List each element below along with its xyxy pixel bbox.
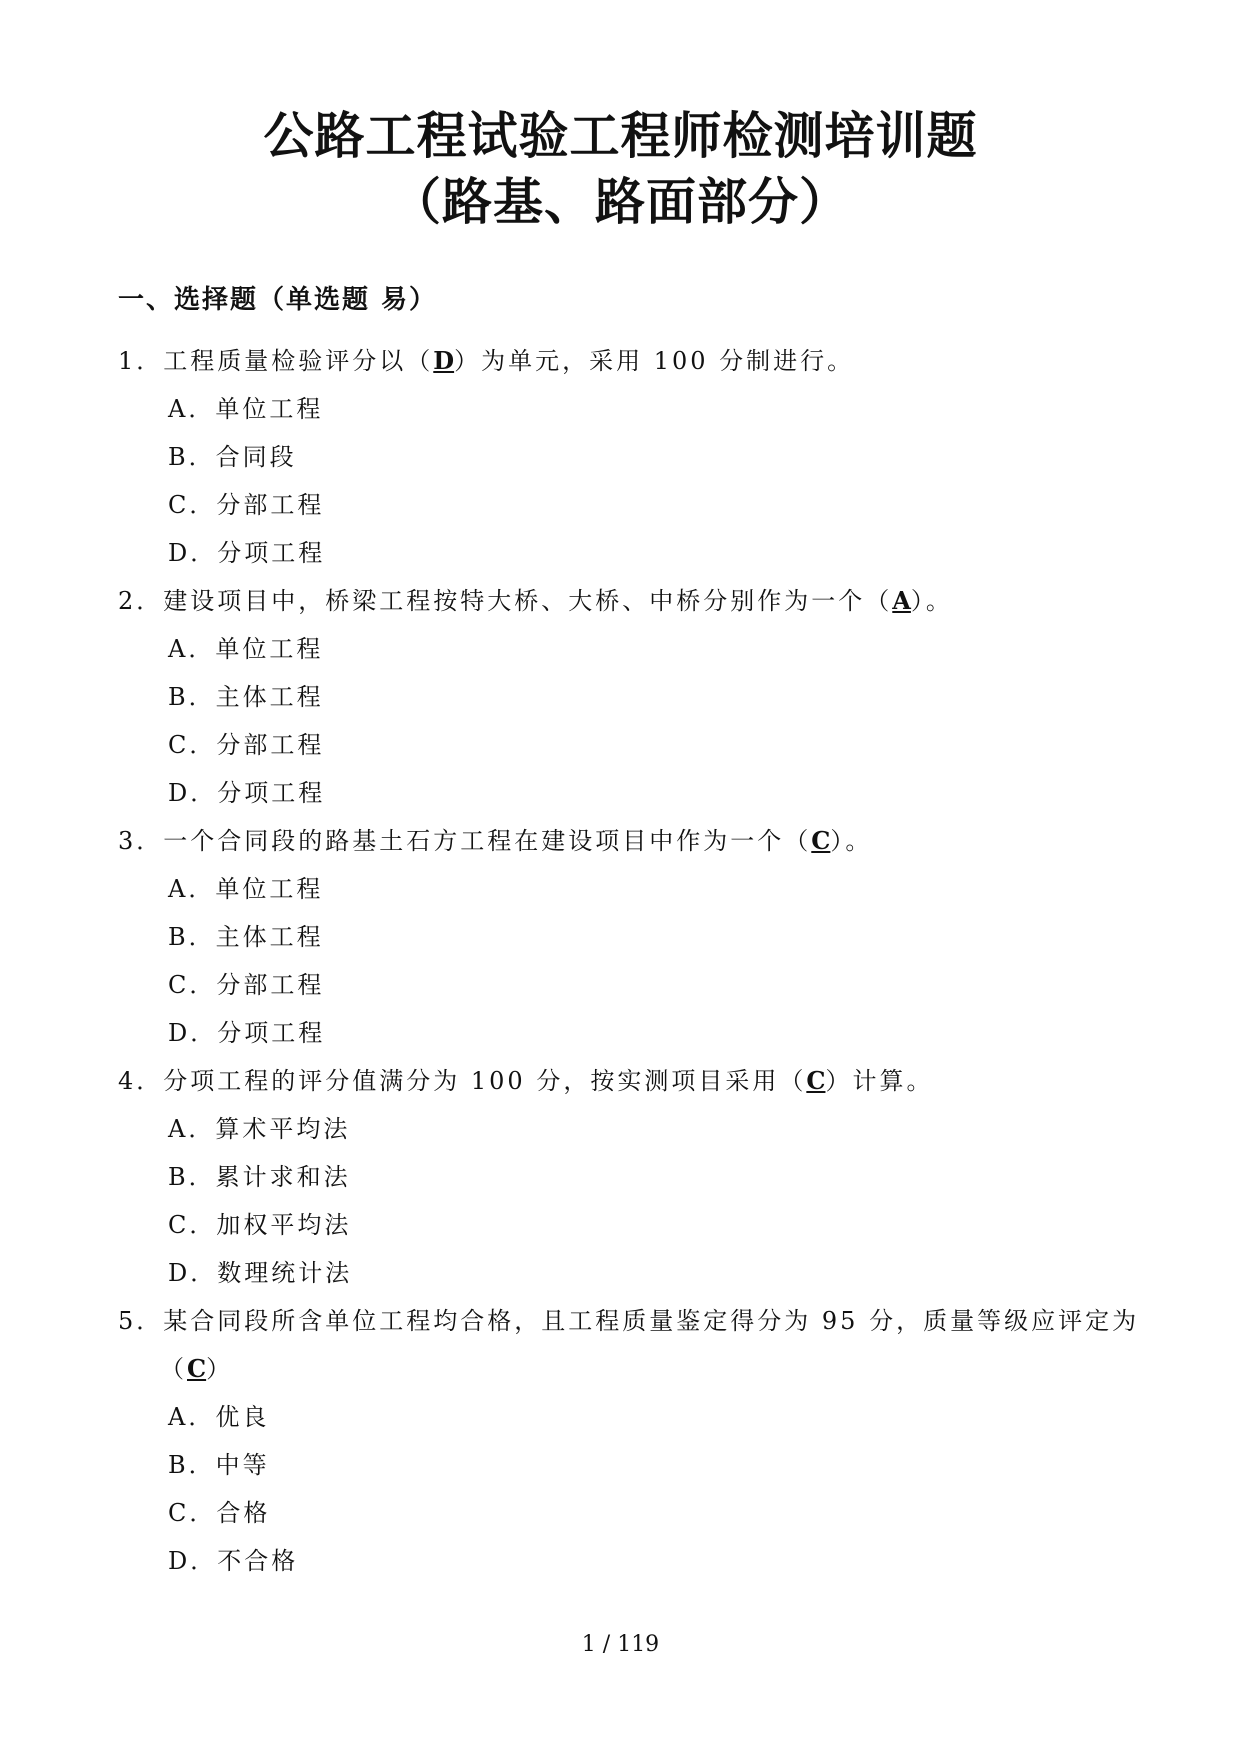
option-a: A．单位工程 [168, 875, 324, 903]
question-1 [118, 344, 854, 378]
question-text: （ [160, 1355, 187, 1383]
question-text: 4．分项工程的评分值满分为 100 分，按实测项目采用（ [118, 1067, 807, 1095]
option-d: D．分项工程 [168, 539, 326, 567]
question-3 [118, 824, 872, 858]
option-c: C．分部工程 [168, 731, 325, 759]
option-d: D．分项工程 [168, 1019, 326, 1047]
option-b: B．主体工程 [168, 923, 324, 951]
document-title-line2: （路基、路面部分） [391, 173, 850, 231]
option-a: A．优良 [168, 1403, 270, 1431]
question-text: 2．建设项目中，桥梁工程按特大桥、大桥、中桥分别作为一个（ [118, 587, 893, 615]
question-text: ）。 [830, 827, 873, 855]
option-b: B．主体工程 [168, 683, 324, 711]
answer-mark: C [806, 1066, 826, 1095]
option-c: C．加权平均法 [168, 1211, 352, 1239]
option-a: A．单位工程 [168, 635, 324, 663]
option-c: C．分部工程 [168, 971, 325, 999]
answer-mark: C [187, 1354, 207, 1383]
question-5: 5．某合同段所含单位工程均合格，且工程质量鉴定得分为 95 分，质量等级应评定为 [118, 1307, 1140, 1335]
option-d: D．分项工程 [168, 779, 326, 807]
question-text: ）。 [910, 587, 953, 615]
section-heading: 一、选择题（单选题 易） [118, 285, 438, 315]
question-text: ）为单元，采用 100 分制进行。 [454, 347, 855, 375]
page-number: 1 / 119 [581, 1632, 660, 1657]
question-text: 3．一个合同段的路基土石方工程在建设项目中作为一个（ [118, 827, 812, 855]
question-5-continuation [160, 1352, 233, 1386]
answer-mark: C [811, 826, 831, 855]
option-c: C．合格 [168, 1499, 271, 1527]
option-c: C．分部工程 [168, 491, 325, 519]
answer-mark: D [433, 346, 455, 375]
answer-mark: A [892, 586, 911, 615]
option-d: D．数理统计法 [168, 1259, 353, 1287]
document-title-line1: 公路工程试验工程师检测培训题 [263, 107, 978, 165]
question-2 [118, 584, 953, 618]
question-text: ）计算。 [825, 1067, 934, 1095]
option-b: B．累计求和法 [168, 1163, 351, 1191]
question-text: ） [206, 1355, 234, 1383]
question-4 [118, 1064, 933, 1098]
option-a: A．单位工程 [168, 395, 324, 423]
option-d: D．不合格 [168, 1547, 299, 1575]
option-b: B．中等 [168, 1451, 270, 1479]
question-text: 1．工程质量检验评分以（ [118, 347, 434, 375]
option-b: B．合同段 [168, 443, 297, 471]
option-a: A．算术平均法 [168, 1115, 351, 1143]
